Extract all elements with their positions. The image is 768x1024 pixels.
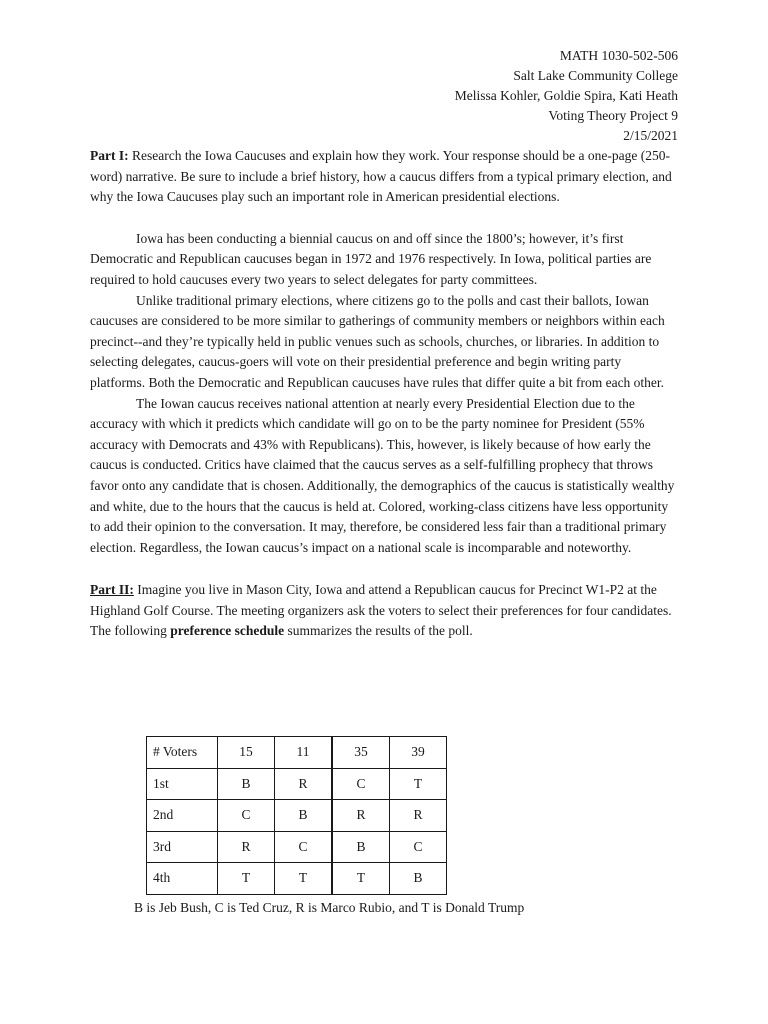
course-code: MATH 1030-502-506 [559,48,678,63]
table-cell: 2nd [147,800,218,832]
college-name: Salt Lake Community College [513,68,678,83]
project-title: Voting Theory Project 9 [548,108,678,123]
document-page [90,46,678,642]
table-cell: R [332,800,390,832]
table-cell: R [218,831,275,863]
document-header [90,46,678,146]
table-row [147,768,447,800]
table-cell: T [390,768,447,800]
table-header-cell: 11 [275,737,333,769]
part1-prompt [90,146,678,208]
table-cell: C [332,768,390,800]
table-cell: R [390,800,447,832]
table-cell: C [218,800,275,832]
table-row [147,800,447,832]
table-cell: C [275,831,333,863]
part2-label: Part II: [90,582,134,598]
table-cell: T [332,863,390,895]
table-cell: 3rd [147,831,218,863]
table-header-cell: 39 [390,737,447,769]
table-cell: B [275,800,333,832]
document-date: 2/15/2021 [623,128,678,143]
preference-schedule-table [146,736,447,895]
paragraph-differences: Unlike traditional primary elections, where citizens go to the polls and cast their ballots, Iowan caucuses are considered to be more similar to gatherings of community members or neighbors within each precinct--and they’re typically held in public venues such as schools, churches, or libraries. In addition to selecting delegates, caucus-goers will vote on their presidential preference and begin writing party platforms. Both the Democratic and Republican caucuses have rules that differ quite a bit from each other. [90,292,665,390]
part1-label: Part I: [90,148,129,163]
part2-prompt [90,580,678,642]
table-cell: 1st [147,768,218,800]
table-cell: T [275,863,333,895]
author-names: Melissa Kohler, Goldie Spira, Kati Heath [454,88,678,103]
table-cell: 4th [147,863,218,895]
table-cell: T [218,863,275,895]
table-cell: R [275,768,333,800]
preference-schedule-term: preference schedule [170,623,285,639]
paragraph-importance: The Iowan caucus receives national attention at nearly every Presidential Election due to the accuracy with which it predicts which candidate will go on to be the party nominee for President (55% accuracy with Democrats and 43% with Republicans). This, however, is likely because of how early the caucus is conducted. Critics have claimed that the caucus serves as a self-fulfilling prophecy that throws favor onto any candidate that is chosen. Additionally, the demographics of the caucus is statistically wealthy and white, due to the hours that the caucus is held at. Colored, working-class citizens have less opportunity to add their opinion to the conversation. It may, therefore, be considered less fair than a traditional primary election. Regardless, the Iowan caucus’s impact on a national scale is incomparable and noteworthy. [90,395,675,555]
paragraph-history: Iowa has been conducting a biennial caucus on and off since the 1800’s; however, it’s first Democratic and Republican caucuses began in 1972 and 1976 respectively. In Iowa, political parties are required to hold caucuses every two years to select delegates for party committees. [90,230,652,287]
table-row [147,831,447,863]
candidate-legend: B is Jeb Bush, C is Ted Cruz, R is Marco Rubio, and T is Donald Trump [134,900,525,915]
part2-prompt-text-a: Imagine you live in Mason City, Iowa and attend a Republican caucus for Precinct W1-P2 at the Highland Golf Course. The meeting organizers ask the voters to select their preferences for four candidates. The following [90,582,672,639]
table-header-cell: # Voters [147,737,218,769]
table-cell: B [332,831,390,863]
table-header-cell: 15 [218,737,275,769]
part2-prompt-text-b: summarizes the results of the poll. [284,623,473,639]
part1-prompt-text: Research the Iowa Caucuses and explain how they work. Your response should be a one-page (250-word) narrative. Be sure to include a brief history, how a caucus differs from a typical primary election, and why the Iowa Caucuses play such an important role in American presidential elections. [90,148,672,205]
table-row [147,863,447,895]
table-header-cell: 35 [332,737,390,769]
table-cell: B [390,863,447,895]
table-cell: B [218,768,275,800]
table-header-row [147,737,447,769]
table-cell: C [390,831,447,863]
